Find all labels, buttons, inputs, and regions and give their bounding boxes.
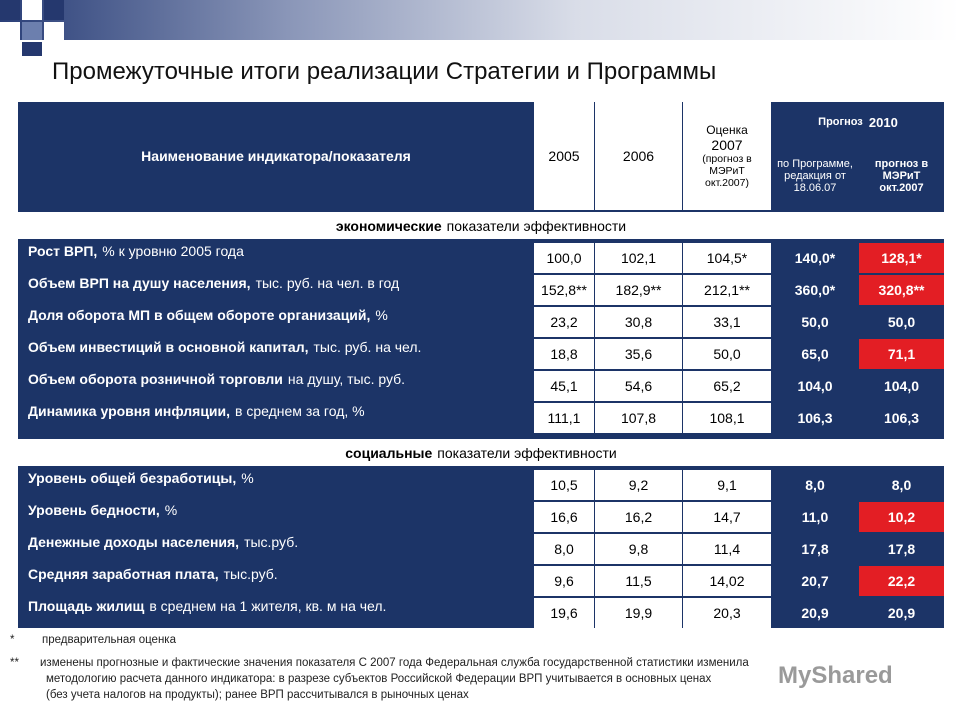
value-v2007: 33,1 <box>683 307 771 337</box>
value-v2006: 16,2 <box>595 502 682 532</box>
decor-square <box>44 0 64 20</box>
header-estimate-note: (прогноз в МЭРиТ окт.2007) <box>702 153 752 189</box>
value-v2007: 9,1 <box>683 470 771 500</box>
row-label-name: Уровень бедности, <box>28 502 160 518</box>
value-v2005: 45,1 <box>534 371 594 401</box>
row-label-unit: % <box>241 470 254 486</box>
value-merit: 50,0 <box>887 314 916 330</box>
row-label-unit: % <box>164 502 178 518</box>
value-merit: 106,3 <box>883 410 920 426</box>
value-v2007: 14,7 <box>683 502 771 532</box>
value-v2006: 11,5 <box>595 566 682 596</box>
value-v2005: 18,8 <box>534 339 594 369</box>
value-v2006: 35,6 <box>595 339 682 369</box>
row-label <box>18 273 534 305</box>
value-v2006: 30,8 <box>595 307 682 337</box>
header-estimate-year: 2007 <box>711 137 743 153</box>
row-label-name: Объем оборота розничной торговли <box>28 371 283 387</box>
row-label <box>18 305 534 337</box>
value-v2005: 23,2 <box>534 307 594 337</box>
header-forecast-year: 2010 <box>868 114 898 130</box>
row-label <box>18 369 534 401</box>
value-v2007: 20,3 <box>683 598 771 628</box>
value-prog: 20,9 <box>801 605 829 621</box>
value-v2005: 100,0 <box>534 243 594 273</box>
decor-square <box>0 0 20 20</box>
value-merit: 17,8 <box>887 541 916 557</box>
header-program: по Программе, редакция от 18.06.07 <box>777 158 853 194</box>
footnote-2-line-2: методологию расчета данного индикатора: в разрезе субъектов Российской Федерации ВРП учитывается в основных ценах <box>46 673 712 685</box>
value-merit: 104,0 <box>883 378 920 394</box>
value-prog: 17,8 <box>801 541 829 557</box>
value-prog: 360,0* <box>794 282 836 298</box>
row-label <box>18 564 534 596</box>
row-label-unit: в среднем за год, % <box>235 403 365 419</box>
value-v2005: 111,1 <box>534 403 594 433</box>
header-forecast <box>772 102 944 142</box>
value-v2005: 16,6 <box>534 502 594 532</box>
decor-square <box>22 0 42 20</box>
value-prog: 50,0 <box>801 314 829 330</box>
row-label-name: Уровень общей безработицы, <box>28 470 237 486</box>
section-social-bold: социальные <box>345 444 433 461</box>
value-prog: 11,0 <box>801 509 829 525</box>
value-v2005: 10,5 <box>534 470 594 500</box>
header-forecast-label: Прогноз <box>818 116 863 128</box>
row-label-unit: % к уровню 2005 года <box>102 243 244 259</box>
value-merit: 20,9 <box>887 605 916 621</box>
value-v2006: 54,6 <box>595 371 682 401</box>
decor-square <box>22 42 42 56</box>
section-social-rest: показатели эффективности <box>437 444 617 461</box>
value-prog: 106,3 <box>797 410 833 426</box>
decor-square <box>44 22 64 40</box>
value-v2007: 50,0 <box>683 339 771 369</box>
value-merit: 320,8** <box>859 275 944 305</box>
footnote-2-line-1: изменены прогнозные и фактические значения показателя С 2007 года Федеральная служба государственной статистики изменила <box>40 657 749 669</box>
row-label-unit: % <box>375 307 388 323</box>
row-label-unit: на душу, тыс. руб. <box>287 371 406 387</box>
section-economic-bold: экономические <box>335 217 442 234</box>
value-v2005: 8,0 <box>534 534 594 564</box>
header-merit: прогноз в МЭРиТ окт.2007 <box>874 158 929 194</box>
row-label-unit: в среднем на 1 жителя, кв. м на чел. <box>149 598 387 614</box>
value-v2006: 9,2 <box>595 470 682 500</box>
row-label-name: Динамика уровня инфляции, <box>28 403 231 419</box>
row-label-unit: тыс. руб. на чел. в год <box>255 275 400 291</box>
value-v2006: 9,8 <box>595 534 682 564</box>
row-label-name: Объем ВРП на душу населения, <box>28 275 251 291</box>
value-prog: 20,7 <box>801 573 829 589</box>
row-label <box>18 401 534 433</box>
row-label-name: Денежные доходы населения, <box>28 534 240 550</box>
value-merit: 71,1 <box>859 339 944 369</box>
row-label-unit: тыс.руб. <box>244 534 299 550</box>
row-label <box>18 596 534 628</box>
value-v2005: 19,6 <box>534 598 594 628</box>
row-label-unit: тыс.руб. <box>223 566 278 582</box>
value-merit: 128,1* <box>859 243 944 273</box>
indicators-table <box>18 102 944 628</box>
value-prog: 104,0 <box>797 378 833 394</box>
row-label <box>18 468 534 500</box>
value-v2006: 182,9** <box>595 275 682 305</box>
header-gradient-bar <box>0 0 960 40</box>
value-v2007: 108,1 <box>683 403 771 433</box>
row-label-name: Рост ВРП, <box>28 243 98 259</box>
value-v2007: 104,5* <box>683 243 771 273</box>
header-2005: 2005 <box>534 102 594 210</box>
footnote-2-line-3: (без учета налогов на продукты); ранее ВРП рассчитывался в рыночных ценах <box>46 689 469 701</box>
row-label-unit: тыс. руб. на чел. <box>313 339 422 355</box>
row-label <box>18 241 534 273</box>
value-v2006: 19,9 <box>595 598 682 628</box>
value-prog: 140,0* <box>794 250 836 266</box>
row-label <box>18 337 534 369</box>
header-estimate <box>683 102 771 210</box>
value-v2005: 152,8** <box>534 275 594 305</box>
row-label <box>18 500 534 532</box>
footnote-double-star: ** <box>10 657 19 669</box>
value-v2005: 9,6 <box>534 566 594 596</box>
section-economic-rest: показатели эффективности <box>446 217 627 234</box>
section-social <box>18 439 944 466</box>
footnote-1: предварительная оценка <box>42 634 176 646</box>
row-label-name: Средняя заработная плата, <box>28 566 219 582</box>
value-v2006: 107,8 <box>595 403 682 433</box>
value-v2007: 11,4 <box>683 534 771 564</box>
row-label-name: Площадь жилищ <box>28 598 145 614</box>
header-2006: 2006 <box>595 102 682 210</box>
value-merit: 8,0 <box>891 477 912 493</box>
value-v2007: 14,02 <box>683 566 771 596</box>
value-v2007: 212,1** <box>683 275 771 305</box>
value-v2007: 65,2 <box>683 371 771 401</box>
decor-square <box>22 22 42 40</box>
value-merit: 10,2 <box>859 502 944 532</box>
header-indicator: Наименование индикатора/показателя <box>141 148 411 164</box>
value-merit: 22,2 <box>859 566 944 596</box>
watermark-logo: MyShared <box>778 662 893 689</box>
value-prog: 8,0 <box>805 477 825 493</box>
row-label-name: Объем инвестиций в основной капитал, <box>28 339 309 355</box>
row-label <box>18 532 534 564</box>
value-v2006: 102,1 <box>595 243 682 273</box>
row-label-name: Доля оборота МП в общем обороте организаций, <box>28 307 371 323</box>
section-economic <box>18 212 944 239</box>
value-prog: 65,0 <box>801 346 829 362</box>
footnote-star: * <box>10 634 15 646</box>
decor-square <box>0 22 20 40</box>
header-estimate-label: Оценка <box>706 123 748 137</box>
page-title: Промежуточные итоги реализации Стратегии и Программы <box>52 58 717 85</box>
